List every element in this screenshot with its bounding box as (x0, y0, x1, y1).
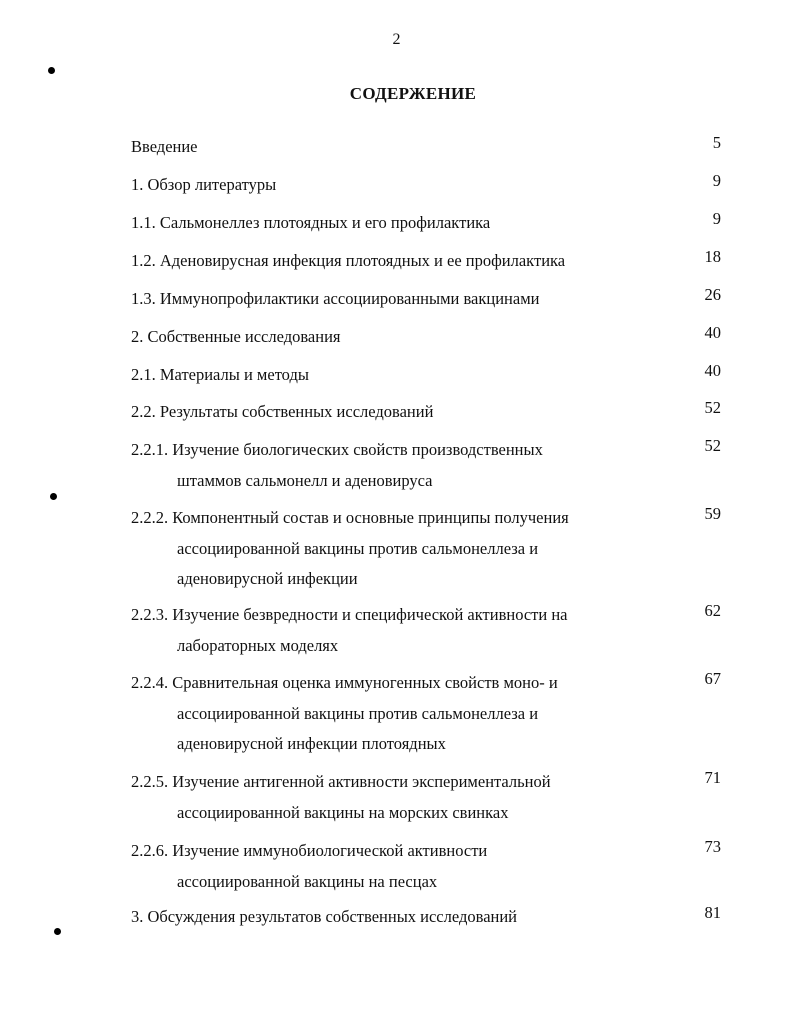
toc-entry-title: 2.2.6. Изучение иммунобиологической активности (131, 841, 488, 860)
toc-entry-page-number: 71 (704, 768, 721, 787)
toc-entry-page-number: 9 (712, 171, 721, 190)
toc-entry-continuation: штаммов сальмонелл и аденовируса (177, 470, 433, 490)
toc-entry (131, 133, 721, 168)
toc-entry-title: Введение (131, 137, 198, 156)
toc-entry-title: 2.2.4. Сравнительная оценка иммуногенных свойств моно- и (131, 673, 558, 692)
page-title: СОДЕРЖЕНИЕ (349, 84, 477, 103)
toc-entry (131, 837, 721, 902)
toc-entry (131, 504, 721, 600)
toc-entry-continuation: аденовирусной инфекции (177, 569, 358, 588)
toc-entry (131, 669, 721, 765)
toc-entry-title: 2.2.5. Изучение антигенной активности экспериментальной (131, 772, 551, 791)
toc-entry-title: 1.2. Аденовирусная инфекция плотоядных и ее профилактика (131, 251, 566, 270)
toc-entry (131, 323, 721, 358)
toc-entry-page-number: 18 (704, 247, 721, 266)
toc-entry-page-number: 81 (704, 903, 721, 922)
toc-entry (131, 903, 721, 938)
toc-entry-title: 2.2.1. Изучение биологических свойств производственных (131, 440, 543, 459)
toc-entry-continuation: аденовирусной инфекции плотоядных (177, 734, 446, 753)
toc-entry-title: 1.1. Сальмонеллез плотоядных и его профилактика (131, 213, 491, 232)
toc-entry-page-number: 40 (704, 361, 721, 380)
toc-entry-continuation: ассоциированной вакцины против сальмонеллеза и (177, 703, 539, 723)
toc-entry (131, 601, 721, 666)
toc-entry-page-number: 59 (704, 504, 721, 523)
toc-entry-title: 2. Собственные исследования (131, 327, 341, 346)
toc-entry (131, 285, 721, 320)
page-number: 2 (392, 31, 401, 48)
toc-entry-page-number: 40 (704, 323, 721, 342)
toc-entry-title: 2.2.2. Компонентный состав и основные принципы получения (131, 508, 569, 527)
toc-entry-page-number: 5 (712, 133, 721, 152)
toc-entry-page-number: 62 (704, 601, 721, 620)
toc-entry (131, 361, 721, 396)
toc-entry-continuation: лабораторных моделях (177, 635, 339, 655)
toc-entry-page-number: 73 (704, 837, 721, 856)
toc-entry-title: 2.2. Результаты собственных исследований (131, 402, 434, 421)
toc-entry (131, 398, 721, 433)
toc-entry (131, 209, 721, 244)
toc-entry-title: 2.1. Материалы и методы (131, 365, 309, 384)
toc-entry-continuation: ассоциированной вакцины против сальмонеллеза и (177, 538, 539, 558)
toc-entry-continuation: ассоциированной вакцины на песцах (177, 871, 438, 891)
toc-entry (131, 436, 721, 501)
toc-entry-title: 2.2.3. Изучение безвредности и специфической активности на (131, 605, 568, 624)
toc-entry-title: 3. Обсуждения результатов собственных исследований (131, 907, 518, 926)
toc-entry (131, 768, 721, 833)
toc-entry-page-number: 26 (704, 285, 721, 304)
toc-entry-continuation: ассоциированной вакцины на морских свинках (177, 802, 509, 822)
toc-entry-page-number: 9 (712, 209, 721, 228)
toc-entry-title: 1. Обзор литературы (131, 175, 277, 194)
toc-entry-page-number: 52 (704, 436, 721, 455)
toc-entry-page-number: 52 (704, 398, 721, 417)
toc-entry (131, 171, 721, 206)
toc-entry-page-number: 67 (704, 669, 721, 688)
toc-entry (131, 247, 721, 282)
toc-entry-title: 1.3. Иммунопрофилактики ассоциированными вакцинами (131, 289, 540, 308)
